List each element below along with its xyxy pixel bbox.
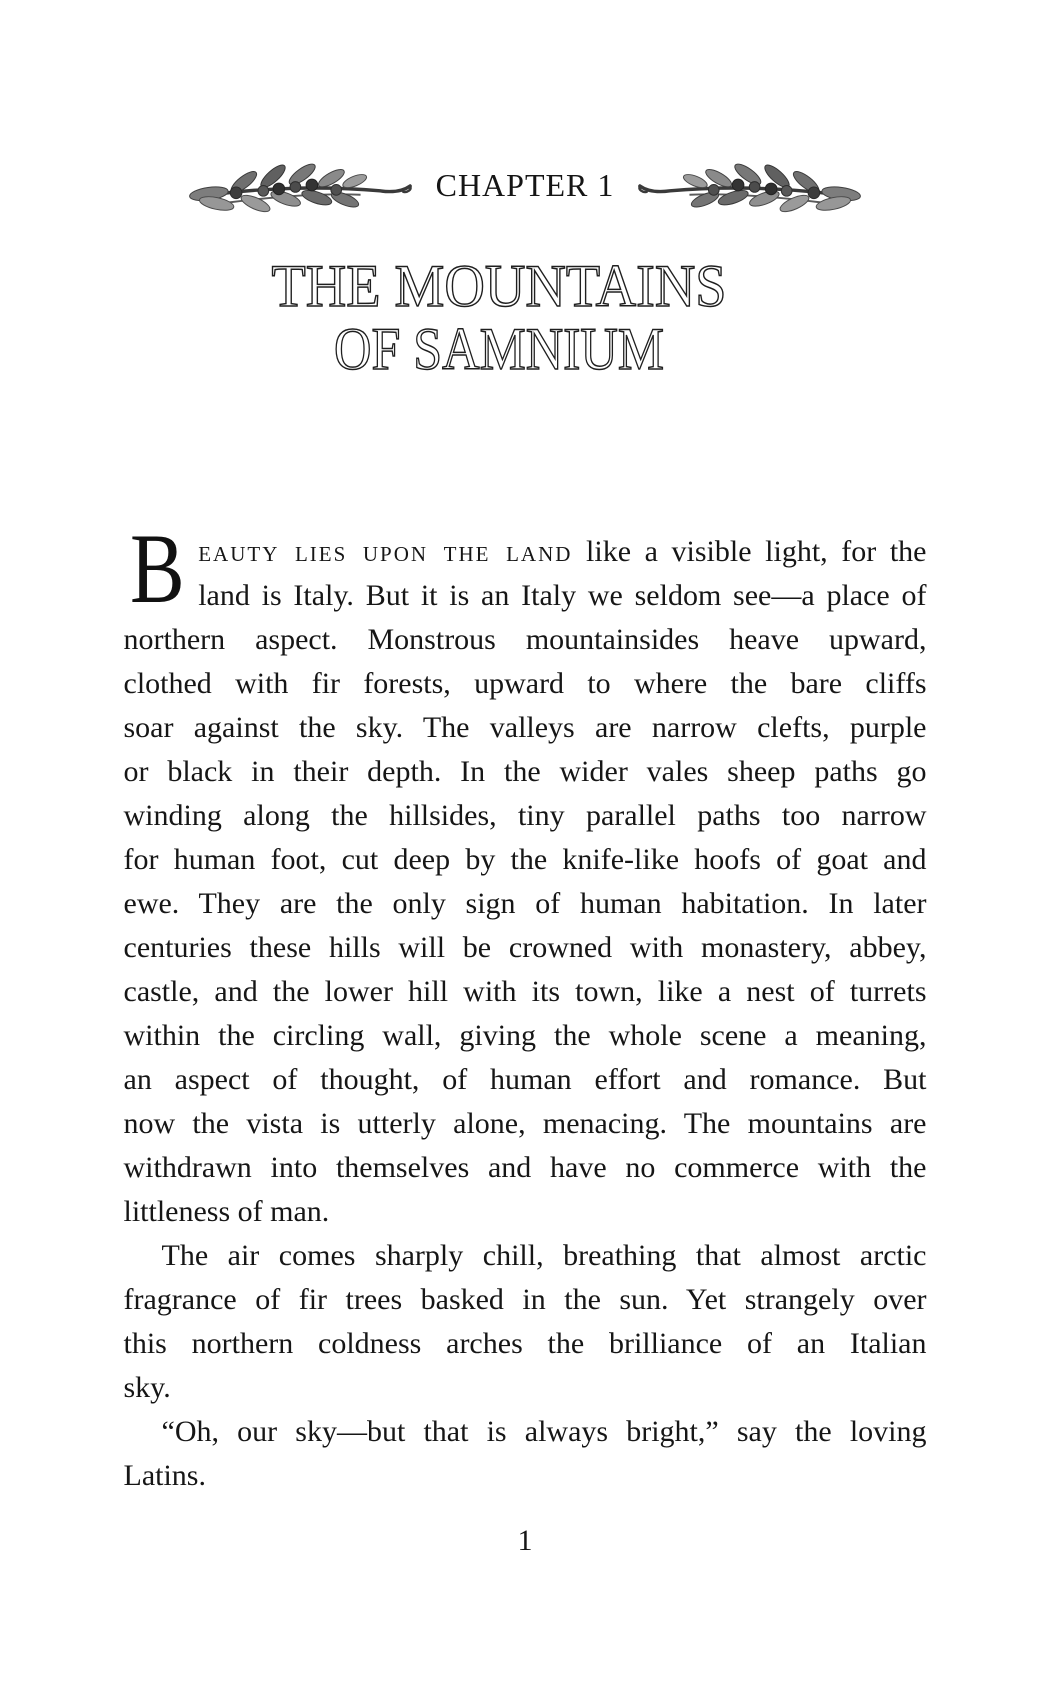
body-line: soar against the sky. The valleys are narrow clefts, purple	[123, 711, 927, 744]
body-line: ewe. They are the only sign of human habitation. In later	[123, 887, 927, 920]
chapter-title	[0, 256, 1024, 384]
body-line: this northern coldness arches the brilliance of an Italian	[123, 1327, 927, 1360]
opening-small-caps: eauty lies upon the land	[198, 535, 573, 568]
body-text	[123, 513, 927, 1498]
body-line: an aspect of thought, of human effort and romance. But	[123, 1063, 927, 1096]
drop-cap: B	[129, 513, 185, 624]
body-line: for human foot, cut deep by the knife-like hoofs of goat and	[123, 843, 927, 876]
body-line: littleness of man.	[123, 1195, 330, 1228]
body-line: castle, and the lower hill with its town, like a nest of turrets	[123, 975, 927, 1008]
body-line: Latins.	[123, 1459, 206, 1492]
body-line: The air comes sharply chill, breathing that almost arctic	[161, 1239, 927, 1272]
body-line: or black in their depth. In the wider vales sheep paths go	[123, 755, 927, 788]
body-line-text: like a visible light, for the	[572, 535, 927, 568]
chapter-title-text-1: THE MOUNTAINS	[271, 256, 727, 319]
body-line: now the vista is utterly alone, menacing. The mountains are	[123, 1107, 927, 1140]
body-line: sky.	[123, 1371, 171, 1404]
body-line: fragrance of fir trees basked in the sun. Yet strangely over	[123, 1283, 927, 1316]
body-line: clothed with fir forests, upward to where the bare cliffs	[123, 667, 927, 700]
page-number: 1	[517, 1524, 533, 1557]
chapter-header	[0, 150, 1050, 220]
body-line: “Oh, our sky—but that is always bright,” say the loving	[161, 1415, 927, 1448]
olive-branch-icon	[169, 150, 414, 220]
chapter-title-text-2: OF SAMNIUM	[334, 320, 664, 382]
body-line: northern aspect. Monstrous mountainsides heave upward,	[123, 623, 927, 656]
body-line: centuries these hills will be crowned with monastery, abbey,	[123, 931, 927, 964]
chapter-title-line2	[289, 320, 709, 384]
olive-branch-ornament-right	[636, 150, 881, 220]
body-line: land is Italy. But it is an Italy we seldom see—a place of	[198, 579, 927, 612]
olive-branch-icon	[636, 150, 881, 220]
body-line: within the circling wall, giving the whole scene a meaning,	[123, 1019, 927, 1052]
chapter-title-line1	[239, 256, 759, 320]
chapter-label: CHAPTER 1	[435, 167, 615, 203]
olive-branch-ornament-left	[169, 150, 414, 220]
body-line: withdrawn into themselves and have no commerce with the	[123, 1151, 927, 1184]
body-line: winding along the hillsides, tiny parallel paths too narrow	[123, 799, 927, 832]
